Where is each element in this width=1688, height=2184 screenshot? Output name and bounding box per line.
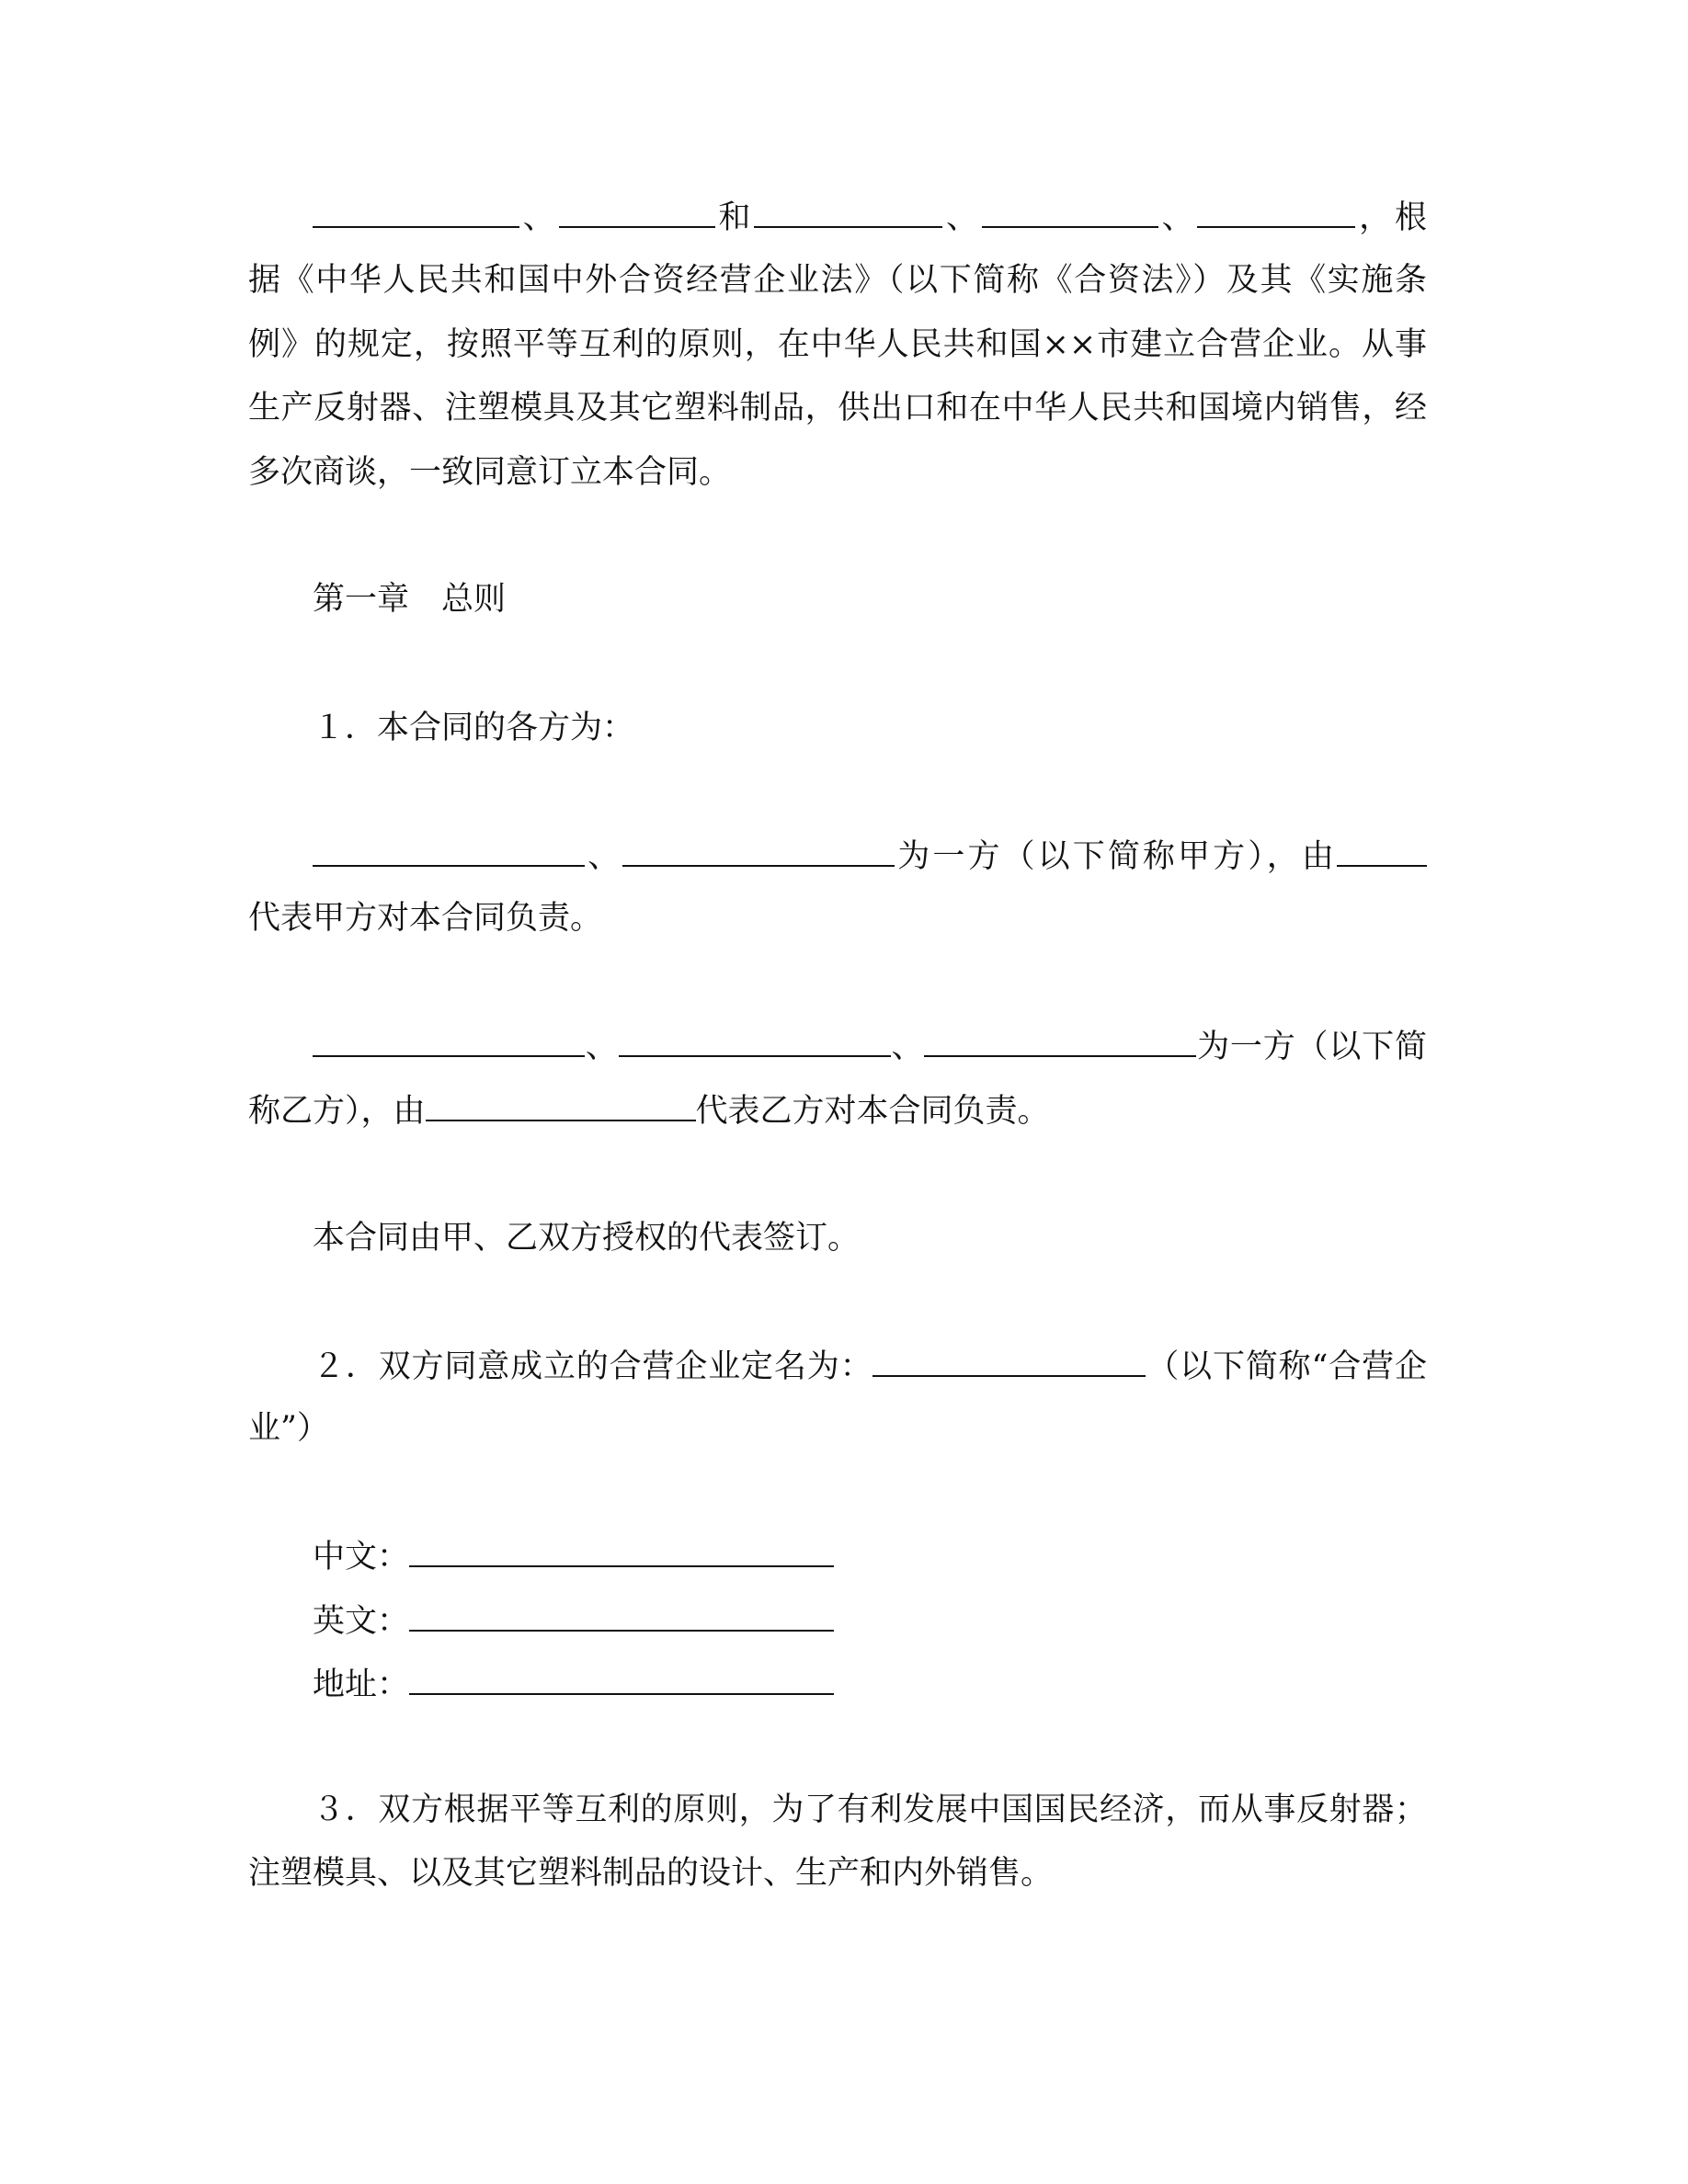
- party-b-line: [313, 1022, 1427, 1070]
- label: 中文：: [313, 1539, 410, 1575]
- article-3-line-1: ３．双方根据平等互利的原则，为了有利发展中国国民经济，而从事反射器；: [313, 1792, 1427, 1828]
- text: 、: [942, 199, 982, 236]
- text: ２．双方同意成立的合营企业定名为：: [313, 1348, 873, 1385]
- article-1-title: １．本合同的各方为：: [313, 710, 635, 746]
- text: 为一方（以下简: [1196, 1029, 1427, 1065]
- text: ，根: [1355, 199, 1427, 236]
- article-2-line-2: 业”）: [248, 1410, 329, 1447]
- preamble-line-5: 多次商谈，一致同意订立本合同。: [248, 454, 732, 491]
- article-2-line-1: [313, 1342, 1427, 1390]
- blank-field[interactable]: [426, 1086, 696, 1121]
- text: 称乙方），由: [248, 1093, 426, 1130]
- preamble-line-3: 例》的规定，按照平等互利的原则，在中华人民共和国××市建立合营企业。从事: [248, 326, 1427, 363]
- text: 、: [890, 1029, 925, 1065]
- preamble-line-4: 生产反射器、注塑模具及其它塑料制品，供出口和在中华人民共和国境内销售，经: [248, 390, 1427, 427]
- blank-field[interactable]: [622, 832, 895, 867]
- english-name-row: [313, 1597, 1427, 1644]
- preamble-line-1: [313, 193, 1427, 241]
- text: （以下简称“合营企: [1146, 1348, 1427, 1385]
- party-a-line-2: 代表甲方对本合同负责。: [248, 900, 603, 937]
- label: 地址：: [313, 1666, 410, 1703]
- text: 、: [585, 1029, 619, 1065]
- text: 和: [714, 199, 755, 236]
- party-b-line-2: [248, 1086, 1427, 1134]
- chinese-name-row: [313, 1532, 1427, 1580]
- address-field[interactable]: [409, 1660, 834, 1695]
- text: 为一方（以下简称甲方），由: [895, 838, 1337, 875]
- chinese-name-field[interactable]: [409, 1532, 834, 1567]
- blank-field[interactable]: [1337, 832, 1427, 867]
- preamble-line-2: 据《中华人民共和国中外合资经营企业法》（以下简称《合资法》）及其《实施条: [248, 262, 1427, 299]
- party-a-line: [313, 832, 1427, 880]
- blank-field[interactable]: [313, 1022, 585, 1057]
- blank-field[interactable]: [873, 1342, 1146, 1377]
- blank-field[interactable]: [313, 193, 519, 228]
- text: 代表乙方对本合同负责。: [695, 1093, 1050, 1130]
- text: 、: [519, 199, 559, 236]
- chapter-heading: 第一章 总则: [313, 581, 507, 618]
- label: 英文：: [313, 1603, 410, 1640]
- text: 、: [585, 838, 623, 875]
- blank-field[interactable]: [313, 832, 585, 867]
- article-3-line-2: 注塑模具、以及其它塑料制品的设计、生产和内外销售。: [248, 1855, 1054, 1892]
- text: 、: [1158, 199, 1198, 236]
- blank-field[interactable]: [982, 193, 1158, 228]
- signing-statement: 本合同由甲、乙双方授权的代表签订。: [313, 1220, 861, 1257]
- address-row: [313, 1660, 1427, 1708]
- english-name-field[interactable]: [409, 1597, 834, 1632]
- blank-field[interactable]: [1197, 193, 1355, 228]
- blank-field[interactable]: [559, 193, 715, 228]
- blank-field[interactable]: [619, 1022, 891, 1057]
- blank-field[interactable]: [924, 1022, 1196, 1057]
- blank-field[interactable]: [754, 193, 942, 228]
